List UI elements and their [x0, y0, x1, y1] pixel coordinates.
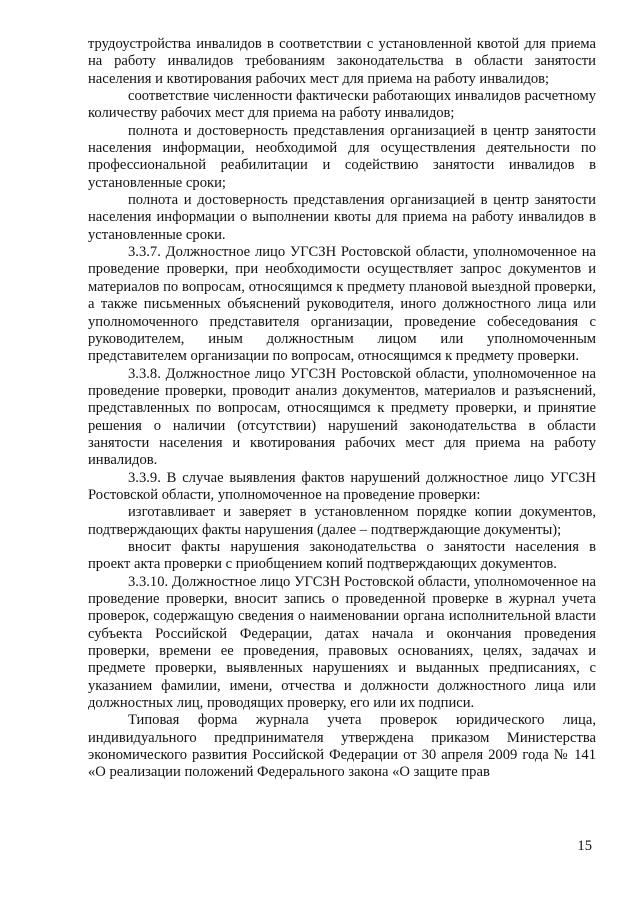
paragraph: вносит факты нарушения законодательства о занятости населения в проект акта проверки с приобщением копий подтверждающих документов. — [88, 538, 596, 573]
paragraph: соответствие численности фактически работающих инвалидов расчетному количеству рабочих мест для приема на работу инвалидов; — [88, 88, 596, 122]
page-number: 15 — [577, 838, 592, 854]
paragraph: изготавливает и заверяет в установленном порядке копии документов, подтверждающих факты нарушения (далее – подтверждающие документы); — [88, 504, 596, 538]
paragraph-3-3-9: 3.3.9. В случае выявления фактов нарушений должностное лицо УГСЗН Ростовской области, уполномоченное на проведение проверки: — [88, 469, 596, 503]
paragraph-3-3-10: 3.3.10. Должностное лицо УГСЗН Ростовской области, уполномоченное на проведение проверки, вносит запись о проведенной проверке в журнал учета проверок, содержащую сведения о наименовании органа исполнительной власти субъекта Российской Федерации, датах начала и окончания проведения проверки, времени ее проведения, правовых основаниях, целях, задачах и предмете проверки, выявленных нарушениях и выданных предписаниях, с указанием фамилии, имени, отчества и должности должностного лица или должностных лиц, проводящих проверку, его или их подписи. — [88, 573, 596, 712]
paragraph: полнота и достоверность представления организацией в центр занятости населения информации о выполнении квоты для приема на работу инвалидов в установленные сроки. — [88, 192, 596, 243]
paragraph-3-3-8: 3.3.8. Должностное лицо УГСЗН Ростовской области, уполномоченное на проведение проверки, проводит анализ документов, материалов и разъяснений, представленных по вопросам, относящимся к предмету проверки, и принятие решения о наличии (отсутствии) нарушений законодательства в области занятости населения и квотирования рабочих мест для приема на работу инвалидов. — [88, 365, 596, 469]
paragraph-continuation: трудоустройства инвалидов в соответствии с установленной квотой для приема на работу инвалидов требованиям законодательства в области занятости населения и квотирования рабочих мест для приема на работу инвалидов; — [88, 36, 596, 87]
paragraph-3-3-7: 3.3.7. Должностное лицо УГСЗН Ростовской области, уполномоченное на проведение проверки, при необходимости осуществляет запрос документов и материалов по вопросам, относящимся к предмету плановой выездной проверки, а также письменных объяснений руководителя, иного должностного лица или уполномоченного представителя организации, проведение собеседования с руководителем, иным должностным лицом или уполномоченным представителем организации по вопросам, относящимся к предмету проверки. — [88, 244, 596, 365]
document-body — [88, 36, 596, 782]
paragraph: Типовая форма журнала учета проверок юридического лица, индивидуального предпринимателя утверждена приказом Министерства экономического развития Российской Федерации от 30 апреля 2009 года № 141 «О реализации положений Федерального закона «О защите прав — [88, 712, 596, 781]
paragraph: полнота и достоверность представления организацией в центр занятости населения информации, необходимой для осуществления деятельности по профессиональной реабилитации и содействию занятости инвалидов в установленные сроки; — [88, 122, 596, 191]
